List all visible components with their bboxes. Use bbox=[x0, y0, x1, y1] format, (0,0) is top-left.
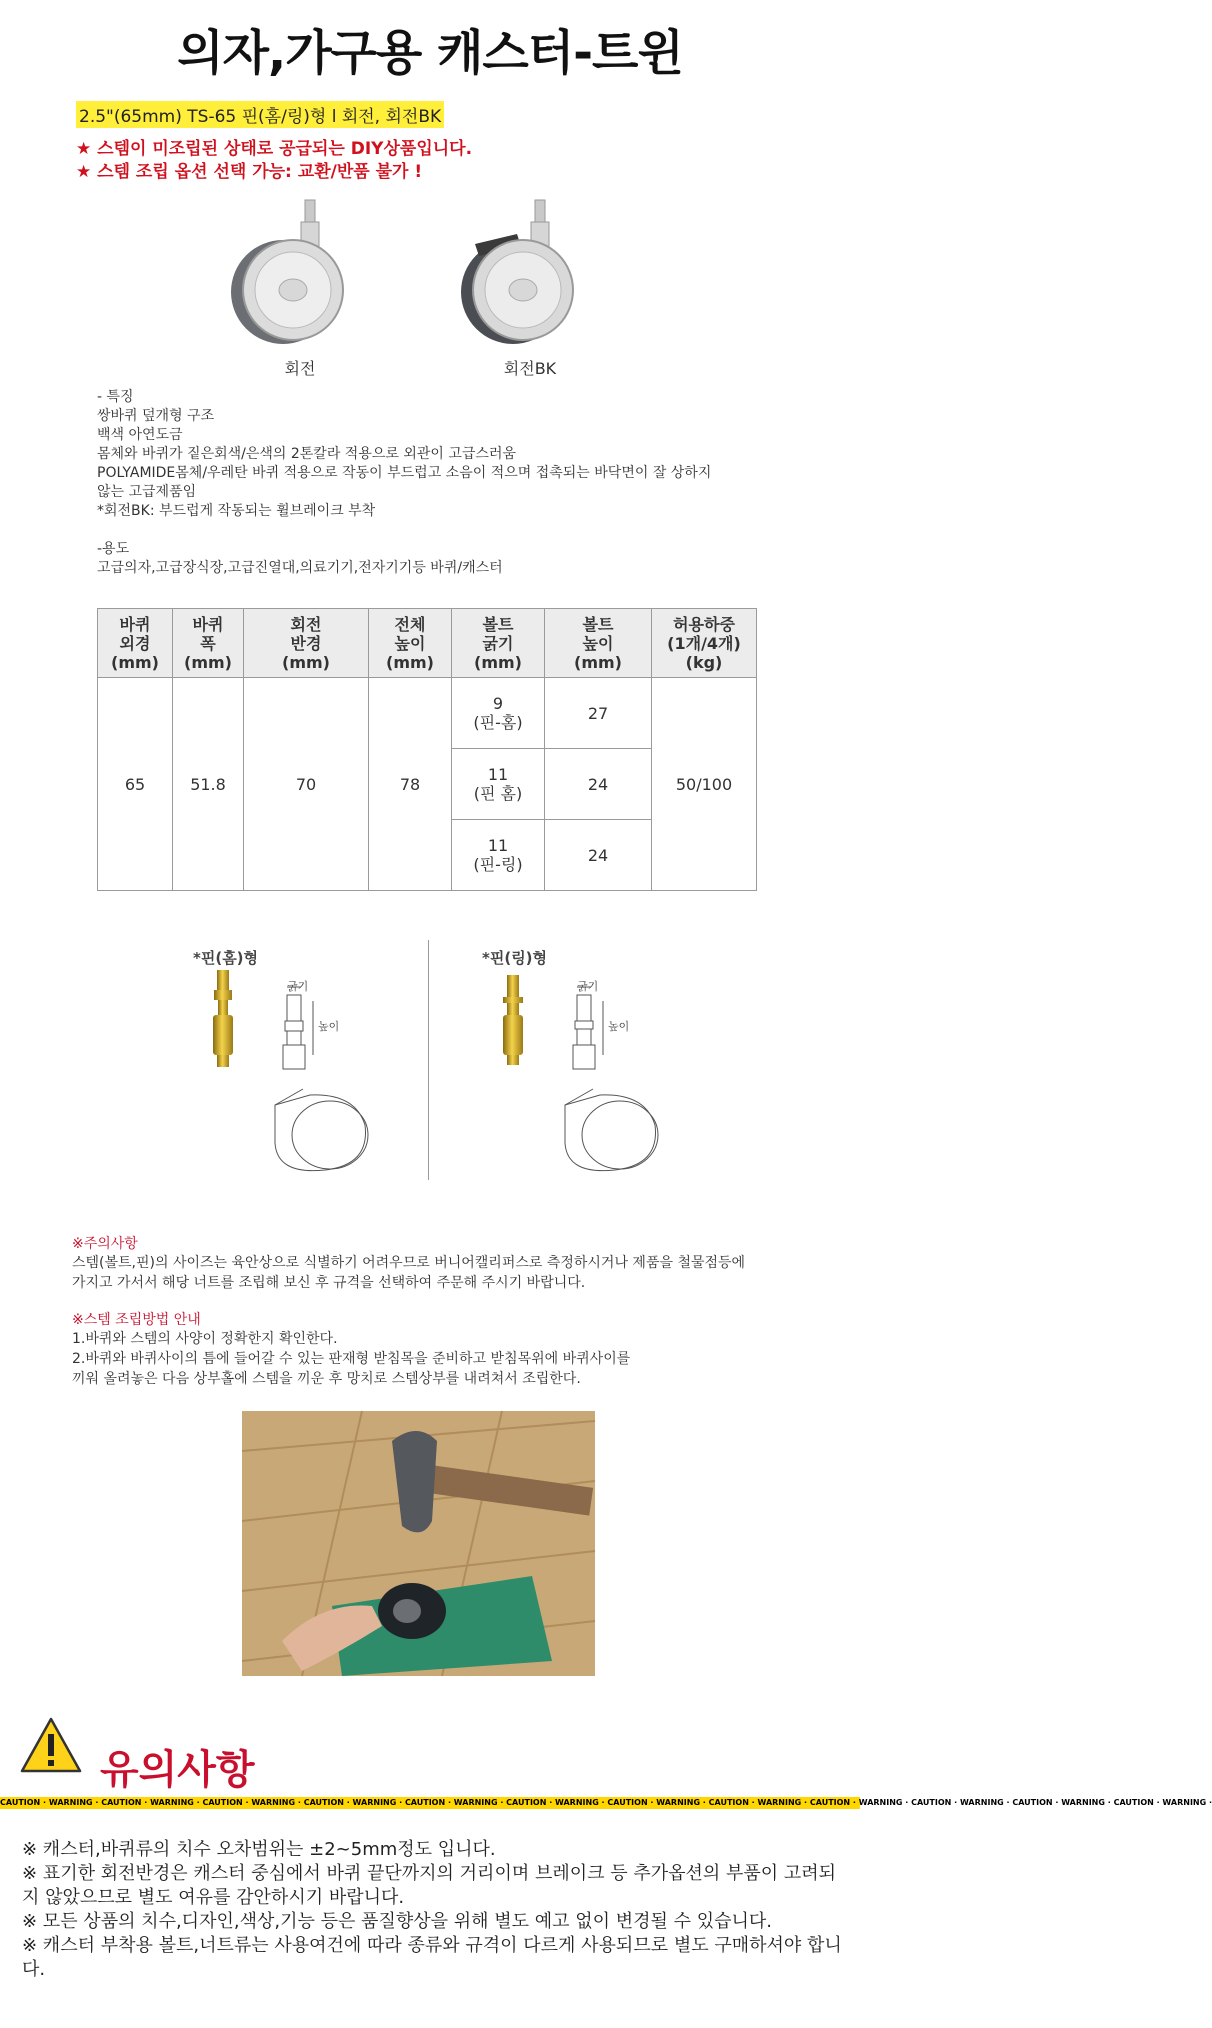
strip-text: CAUTION · WARNING · bbox=[404, 1798, 504, 1807]
assembly-line: 1.바퀴와 스템의 사양이 정확한지 확인한다. bbox=[72, 1331, 338, 1347]
diagram-label-groove: *핀(홈)형 bbox=[193, 949, 259, 967]
strip-text: CAUTION · WARNING · bbox=[809, 1798, 909, 1807]
warning-title: 유의사항 bbox=[100, 1747, 255, 1793]
header-wheel-width: 바퀴 폭 (mm) bbox=[173, 609, 244, 678]
assembly-text bbox=[72, 1329, 832, 1389]
features-line: 쌍바퀴 덮개형 구조 bbox=[97, 408, 215, 424]
product-subtitle: 2.5"(65mm) TS-65 핀(홈/링)형 l 회전, 회전BK bbox=[76, 101, 444, 128]
groove-thickness-label: 굵기 bbox=[287, 980, 309, 993]
cell-swivel-radius: 70 bbox=[244, 678, 369, 891]
strip-text: CAUTION · WARNING · bbox=[506, 1798, 605, 1807]
caster-brake-image bbox=[455, 182, 605, 352]
caution-warning-strip bbox=[0, 1797, 1212, 1809]
pin-groove-drawing bbox=[205, 965, 405, 1175]
cell-wheel-width: 51.8 bbox=[173, 678, 244, 891]
header-swivel-radius: 회전 반경 (mm) bbox=[244, 609, 369, 678]
diagram-groove bbox=[205, 965, 405, 1179]
spec-table bbox=[97, 608, 757, 891]
caution-text bbox=[72, 1253, 832, 1293]
cell-bolt-height: 24 bbox=[545, 749, 652, 820]
header-bolt-height: 볼트 높이 (mm) bbox=[545, 609, 652, 678]
product-swivel bbox=[225, 182, 375, 382]
assembly-line: 끼워 올려놓은 다음 상부홀에 스템을 끼운 후 망치로 스템상부를 내려쳐서 조립한다. bbox=[72, 1371, 581, 1387]
product-swivel-brake bbox=[455, 182, 605, 382]
cell-load: 50/100 bbox=[652, 678, 757, 891]
strip-text: CAUTION · WARNING · bbox=[708, 1798, 808, 1807]
warning-notes bbox=[22, 1838, 852, 1982]
caster-swivel-image bbox=[225, 182, 375, 352]
ring-thickness-label: 굵기 bbox=[577, 980, 599, 993]
assembly-photo bbox=[242, 1411, 595, 1676]
features-line: - 특징 bbox=[97, 389, 134, 405]
caution-title: ※주의사항 bbox=[72, 1236, 138, 1252]
caution-line: 스템(볼트,핀)의 사이즈는 육안상으로 식별하기 어려우므로 버니어캘리퍼스로 측정하시거나 제품을 철물점등에 bbox=[72, 1255, 746, 1271]
strip-text: CAUTION · WARNING · bbox=[303, 1798, 403, 1807]
features-line: 몸체와 바퀴가 짙은회색/은색의 2톤칼라 적용으로 외관이 고급스러움 bbox=[97, 446, 516, 462]
features-section bbox=[97, 388, 777, 578]
page-title: 의자,가구용 캐스터-트윈 bbox=[177, 25, 683, 81]
header-load: 허용하중 (1개/4개) (kg) bbox=[652, 609, 757, 678]
features-line: *회전BK: 부드럽게 작동되는 휠브레이크 부착 bbox=[97, 503, 376, 519]
table-row bbox=[98, 678, 757, 749]
cell-bolt-height: 24 bbox=[545, 820, 652, 891]
diagram-ring bbox=[495, 965, 695, 1179]
features-line: 백색 아연도금 bbox=[97, 427, 183, 443]
strip-text: CAUTION · WARNING · bbox=[1012, 1798, 1111, 1807]
warning-note: ※ 캐스터 부착용 볼트,너트류는 사용여건에 따라 종류와 규격이 다르게 사용되므로 별도 구매하셔야 합니다. bbox=[22, 1935, 842, 1980]
features-line: POLYAMIDE몸체/우레탄 바퀴 적용으로 작동이 부드럽고 소음이 적으며 접촉되는 바닥면이 잘 상하지 bbox=[97, 465, 712, 481]
caption-swivel-brake: 회전BK bbox=[503, 359, 557, 378]
header-total-height: 전체 높이 (mm) bbox=[369, 609, 452, 678]
strip-text: CAUTION · WARNING · bbox=[0, 1798, 99, 1807]
diagram-divider bbox=[428, 940, 429, 1180]
ring-height-label: 높이 bbox=[608, 1020, 630, 1033]
cell-bolt-thickness: 9 (핀-홈) bbox=[452, 678, 545, 749]
strip-text: CAUTION · WARNING · bbox=[101, 1798, 200, 1807]
features-line: -용도 bbox=[97, 541, 130, 557]
header-bolt-thickness: 볼트 굵기 (mm) bbox=[452, 609, 545, 678]
assembly-line: 2.바퀴와 바퀴사이의 틈에 들어갈 수 있는 판재형 받침목을 준비하고 받침목위에 바퀴사이를 bbox=[72, 1351, 631, 1367]
warning-triangle-icon bbox=[20, 1716, 82, 1778]
cell-bolt-thickness: 11 (핀 홈) bbox=[452, 749, 545, 820]
cell-bolt-thickness: 11 (핀-링) bbox=[452, 820, 545, 891]
caution-line: 가지고 가서서 해당 너트를 조립해 보신 후 규격을 선택하여 주문해 주시기 바랍니다. bbox=[72, 1275, 586, 1291]
cell-wheel-diameter: 65 bbox=[98, 678, 173, 891]
cell-bolt-height: 27 bbox=[545, 678, 652, 749]
warning-note: ※ 모든 상품의 치수,디자인,색상,기능 등은 품질향상을 위해 별도 예고 없이 변경될 수 있습니다. bbox=[22, 1911, 772, 1932]
strip-text: CAUTION · WARNING · bbox=[607, 1798, 706, 1807]
notice-diy: ★ 스템이 미조립된 상태로 공급되는 DIY상품입니다. bbox=[76, 139, 473, 159]
warning-note: ※ 표기한 회전반경은 캐스터 중심에서 바퀴 끝단까지의 거리이며 브레이크 등 추가옵션의 부품이 고려되지 않았으므로 별도 여유를 감안하시기 바랍니다. bbox=[22, 1863, 837, 1908]
features-line: 고급의자,고급장식장,고급진열대,의료기기,전자기기등 바퀴/캐스터 bbox=[97, 560, 503, 576]
strip-text: CAUTION · WARNING · bbox=[1113, 1798, 1212, 1807]
notice-assembly-option: ★ 스템 조립 옵션 선택 가능: 교환/반품 불가 ! bbox=[76, 162, 423, 182]
spec-table-header bbox=[98, 609, 757, 678]
header-wheel-diameter: 바퀴 외경 (mm) bbox=[98, 609, 173, 678]
assembly-title: ※스템 조립방법 안내 bbox=[72, 1312, 201, 1328]
diagram-label-ring: *핀(링)형 bbox=[482, 949, 548, 967]
features-line bbox=[97, 521, 777, 540]
features-line: 않는 고급제품임 bbox=[97, 484, 197, 500]
groove-height-label: 높이 bbox=[318, 1020, 340, 1033]
warning-note: ※ 캐스터,바퀴류의 치수 오차범위는 ±2~5mm정도 입니다. bbox=[22, 1839, 496, 1860]
caption-swivel: 회전 bbox=[284, 359, 316, 378]
strip-text: CAUTION · WARNING · bbox=[202, 1798, 301, 1807]
pin-ring-drawing bbox=[495, 965, 695, 1175]
strip-text: CAUTION · WARNING · bbox=[911, 1798, 1010, 1807]
hammer-assembly-image bbox=[242, 1411, 595, 1676]
cell-total-height: 78 bbox=[369, 678, 452, 891]
